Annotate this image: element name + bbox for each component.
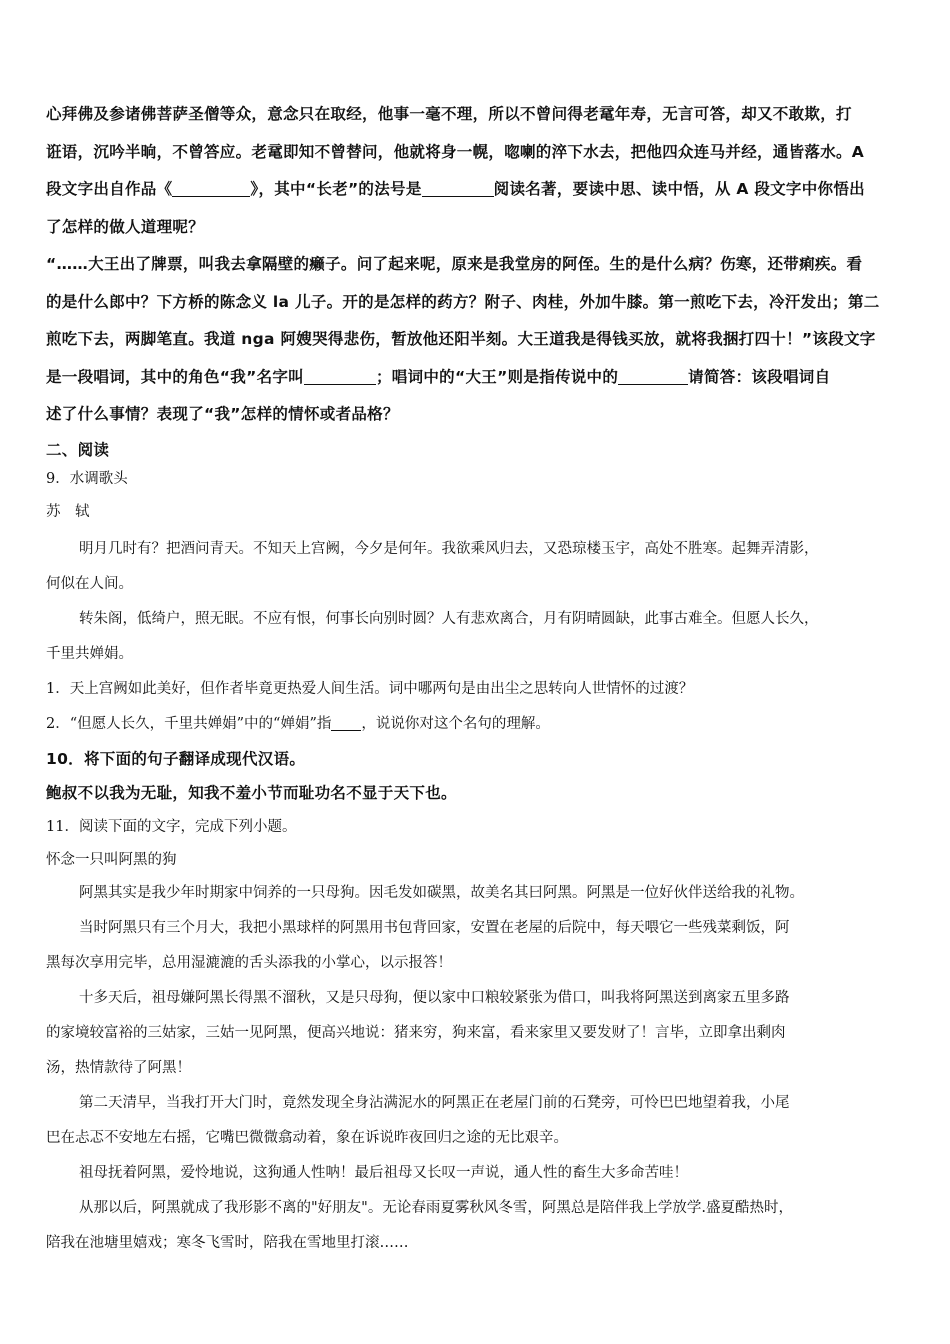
king-identity-blank[interactable]: [618, 368, 688, 385]
q11-heading: 11．阅读下面的文字，完成下列小题。: [46, 818, 297, 835]
q10-sentence: 鲍叔不以我为无耻，知我不羞小节而耻功名不显于天下也。: [46, 783, 457, 802]
question-9-block: [46, 466, 914, 742]
poem-author: 苏 轼: [46, 503, 90, 520]
q8-line-4: 了怎样的做人道理呢？: [46, 217, 205, 236]
article-paragraph-2-line-2: 黑每次享用完毕，总用湿漉漉的舌头添我的小掌心，以示报答！: [46, 954, 452, 971]
question-8-block: [46, 96, 914, 434]
question-10-block: [46, 742, 914, 810]
q8-b-line-4-part-b: ；唱词中的“大王”则是指传说中的: [375, 367, 619, 386]
q8-line-3-part-a: 段文字出自作品《: [46, 180, 173, 198]
article-paragraph-3-line-1: 十多天后，祖母嫌阿黑长得黑不溜秋，又是只母狗，便以家中口粮较紧张为借口，叫我将阿黑送到离家五里多路: [79, 989, 790, 1006]
article-paragraph-4-line-2: 巴在忐忑不安地左右摇，它嘴巴微微翕动着，象在诉说昨夜回归之途的无比艰辛。: [46, 1129, 568, 1146]
q8-line-3: [46, 171, 914, 209]
q8-b-line-3: 煎吃下去，两脚笔直。我道 nga 阿嫂哭得悲伤，暂放他还阳半刻。大王道我是得钱买放，就将我捆打四十！”该段文字: [46, 330, 876, 348]
document-page: [46, 96, 914, 1261]
q10-heading: 10．将下面的句子翻译成现代汉语。: [46, 749, 306, 768]
q8-line-1: 心拜佛及参诸佛菩萨圣僧等众，意念只在取经，他事一毫不理，所以不曾问得老鼋年寿，无言可答，却又不敢欺，打: [46, 105, 852, 123]
article-paragraph-6-line-1: 从那以后，阿黑就成了我形影不离的"好朋友"。无论春雨夏雾秋风冬雪，阿黑总是陪伴我上学放学.盛夏酷热时，: [79, 1199, 793, 1216]
q8-b-line-4-part-c: 请简答：该段唱词自: [688, 367, 831, 386]
q8-b-line-2: 的是什么郎中？下方桥的陈念义 la 儿子。开的是怎样的药方？附子、肉桂，外加牛膝。第一煎吃下去，冷汗发出；第二: [46, 292, 880, 311]
article-paragraph-4-line-1: 第二天清早，当我打开大门时，竟然发现全身沾满泥水的阿黑正在老屋门前的石凳旁，可怜巴巴地望着我，小尾: [79, 1094, 790, 1111]
q8-b-line-5: 述了什么事情？表现了“我”怎样的情怀或者品格？: [46, 405, 399, 423]
article-paragraph-5: 祖母抚着阿黑，爱怜地说，这狗通人性呐！最后祖母又长叹一声说，通人性的畜生大多命苦哇！: [79, 1164, 688, 1181]
q9-sub-2-part-a: 2．“但愿人长久，千里共婵娟”中的“婵娟”指: [46, 715, 332, 732]
article-paragraph-3-line-3: 汤，热情款待了阿黑！: [46, 1059, 191, 1076]
q8-line-3-part-b: 》，其中“长老”的法号是: [250, 180, 422, 198]
poem-stanza-2-line-1: 转朱阁，低绮户，照无眠。不应有恨，何事长向别时圆？人有悲欢离合，月有阴晴圆缺，此事古难全。但愿人长久，: [79, 610, 819, 627]
q8-b-line-1: “……大王出了牌票，叫我去拿隔壁的癞子。问了起来呢，原来是我堂房的阿侄。生的是什么病？伤寒，还带痢疾。看: [46, 255, 863, 273]
article-title: 怀念一只叫阿黑的狗: [46, 851, 177, 868]
question-11-block: [46, 810, 914, 1261]
q8-b-line-4: [46, 359, 914, 397]
q9-sub-2-part-b: ，说说你对这个名句的理解。: [361, 715, 550, 732]
article-paragraph-1: 阿黑其实是我少年时期家中饲养的一只母狗。因毛发如碳黑，故美名其曰阿黑。阿黑是一位好伙伴送给我的礼物。: [79, 884, 804, 901]
dharma-name-blank[interactable]: [422, 181, 494, 198]
poem-stanza-2-line-2: 千里共婵娟。: [46, 645, 133, 662]
q9-heading: 9．水调歌头: [46, 470, 128, 487]
work-title-blank[interactable]: [172, 181, 250, 198]
article-paragraph-6-line-2: 陪我在池塘里嬉戏；寒冬飞雪时，陪我在雪地里打滚……: [46, 1234, 409, 1251]
article-paragraph-2-line-1: 当时阿黑只有三个月大，我把小黑球样的阿黑用书包背回家，安置在老屋的后院中，每天喂它一些残菜剩饭，阿: [79, 919, 790, 936]
section-2-title: 二、阅读: [46, 440, 110, 459]
q8-b-line-4-part-a: 是一段唱词，其中的角色“我”名字叫: [46, 367, 304, 386]
q9-sub-question-1: 1．天上宫阙如此美好，但作者毕竟更热爱人间生活。词中哪两句是由出尘之思转向人世情怀的过渡？: [46, 680, 694, 697]
article-paragraph-3-line-2: 的家境较富裕的三姑家，三姑一见阿黑，便高兴地说：猪来穷，狗来富，看来家里又要发财了！言毕，立即拿出剩肉: [46, 1024, 786, 1041]
poem-stanza-1-line-2: 何似在人间。: [46, 575, 133, 592]
q8-line-2: 诳语，沉吟半晌，不曾答应。老鼋即知不曾替问，他就将身一幌，唿喇的淬下水去，把他四众连马并经，通皆落水。A: [46, 142, 865, 161]
character-name-blank[interactable]: [304, 368, 376, 385]
q8-line-3-part-c: 阅读名著，要读中思、读中悟，从 A 段文字中你悟出: [493, 180, 865, 198]
poem-stanza-1-line-1: 明月几时有？把酒问青天。不知天上宫阙，今夕是何年。我欲乘风归去，又恐琼楼玉宇，高处不胜寒。起舞弄清影，: [79, 540, 819, 557]
q9-sub-question-2: [46, 707, 914, 742]
chanjuan-meaning-blank[interactable]: [331, 715, 361, 731]
